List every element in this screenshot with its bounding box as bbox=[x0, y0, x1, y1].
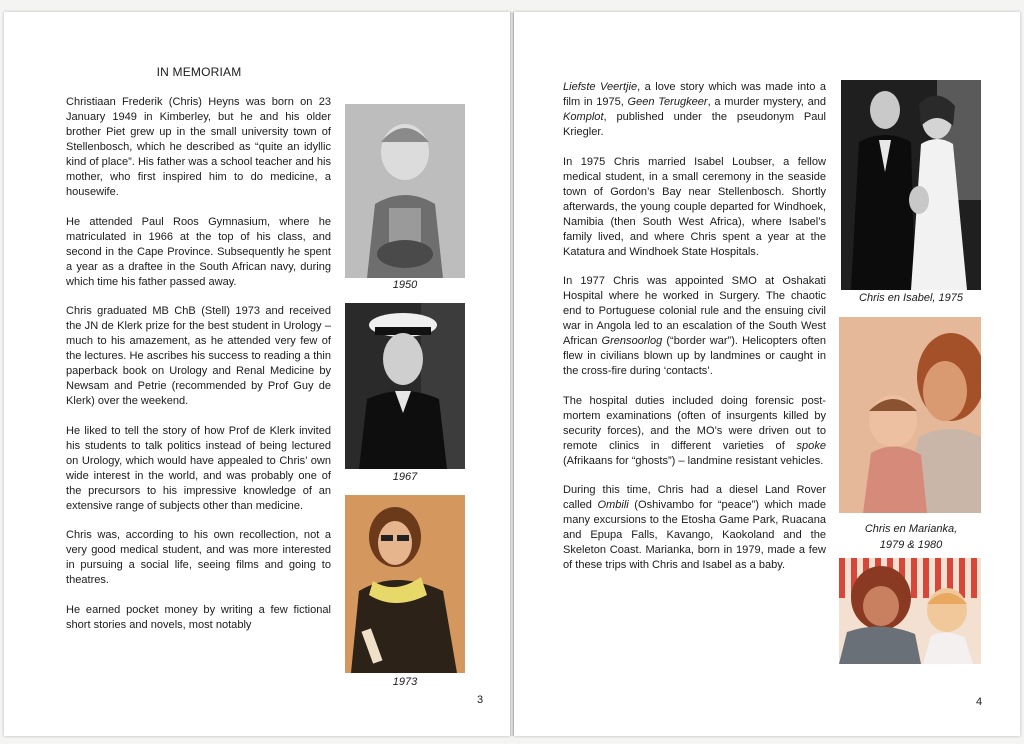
text-segment: , published under the pseudonym Paul Kriegler. bbox=[563, 111, 826, 138]
right-page bbox=[514, 12, 1020, 736]
paragraph-graduation: Chris graduated MB ChB (Stell) 1973 and received the JN de Klerk prize for the best student in Urology – much to his amazement, as he attended very few of the lectures. He ascribes his success to reading a thin paperback book on Urology and Renal Medicine by Newsam and Petrie (recommended by Prof Guy de Klerk) over the weekend. bbox=[66, 305, 331, 407]
wedding-portrait-icon bbox=[841, 80, 981, 290]
title-komplot: Komplot bbox=[563, 111, 604, 123]
paragraph-student-life: Chris was, according to his own recollection, not a very good medical student, and was more interested in pursuing a social life, seeing films and going to theatres. bbox=[66, 529, 331, 586]
right-text-column bbox=[563, 80, 826, 588]
page-heading: IN MEMORIAM bbox=[156, 65, 242, 79]
navy-portrait-icon bbox=[345, 303, 465, 469]
photo-marianka-1979 bbox=[839, 317, 981, 513]
text-segment: During this time, Chris had a diesel Land Rover called bbox=[563, 484, 826, 511]
caption-wedding: Chris en Isabel, 1975 bbox=[859, 292, 963, 304]
photo-marianka-1980 bbox=[839, 558, 981, 664]
page-number-right: 4 bbox=[976, 696, 983, 708]
graduation-portrait-icon bbox=[345, 495, 465, 673]
paragraph-pocket-money: He earned pocket money by writing a few fictional short stories and novels, most notably bbox=[66, 603, 331, 631]
term-spoke: spoke bbox=[796, 439, 826, 452]
photo-graduation-1973 bbox=[345, 495, 465, 673]
caption-1967: 1967 bbox=[392, 471, 418, 483]
text-segment: In 1977 Chris was appointed SMO at Oshakati Hospital where he worked in Surgery. The chaotic end to Portuguese colonial rule and the ensuing civil war in Angola led to an escalation of the South West African bbox=[563, 275, 826, 347]
photo-toddler-1950 bbox=[345, 104, 465, 278]
paragraph-marriage: In 1975 Chris married Isabel Loubser, a fellow medical student, in a small ceremony in the seaside town of Gordon’s Bay near Stellenbosch. Shortly afterwards, the young couple departed for Windhoek, Namibia (then South West Africa), where Isabel’s family lived, and where Chris spent a year at the Katatura and Windhoek State Hospitals. bbox=[563, 155, 826, 258]
father-baby-portrait-icon bbox=[839, 317, 981, 513]
title-geen-terugkeer: Geen Terugkeer bbox=[627, 96, 708, 108]
caption-1950: 1950 bbox=[392, 279, 418, 291]
paragraph-de-klerk: He liked to tell the story of how Prof de Klerk invited his students to talk politics instead of being lectured on Urology, which would have appealed to Chris’ own wide interest in the world, and was probably one of the precursors to his impressive knowledge of an extensive range of subjects other than medicine. bbox=[66, 424, 331, 512]
caption-1973: 1973 bbox=[392, 676, 418, 688]
photo-wedding-1975 bbox=[841, 80, 981, 290]
caption-marianka-line2: 1979 & 1980 bbox=[879, 539, 943, 551]
paragraph-birth: Christiaan Frederik (Chris) Heyns was born on 23 January 1949 in Kimberley, but he and his older brother Piet grew up in the small university town of Stellenbosch, which he described as “quite an idyllic kind of place”. His father was a school teacher and his mother, who first inspired him to do medicine, a housewife. bbox=[66, 96, 331, 198]
page-number-left: 3 bbox=[477, 694, 484, 706]
text-segment: , a love story which was made into a film in 1975, bbox=[563, 81, 826, 108]
photo-navy-1967 bbox=[345, 303, 465, 469]
father-daughter-portrait-icon bbox=[839, 558, 981, 664]
title-liefste-veertjie: Liefste Veertjie bbox=[563, 81, 638, 93]
text-segment: , a murder mystery, and bbox=[707, 96, 826, 108]
text-segment: (Oshivambo for “peace”) which made many excursions to the Etosha Game Park, Ruacana and Epupa Falls, Kavango, Kaokoland and the Skeleton Coast. Marianka, born in 1979, made a few of these trips with Chris and Isabel as a baby. bbox=[563, 499, 826, 571]
paragraph-land-rover bbox=[563, 483, 826, 573]
text-segment: The hospital duties included doing forensic post-mortem examinations (often of insurgents killed by security forces), and the MO’s were driven out to remote clinics in different varieties of bbox=[563, 394, 826, 452]
term-ombili: Ombili bbox=[597, 499, 629, 511]
paragraph-hospital-duties bbox=[563, 394, 826, 469]
paragraph-school: He attended Paul Roos Gymnasium, where he matriculated in 1966 at the top of his class, and second in the Cape Province. Subsequently he spent a year as a draftee in the South African navy, during which time his father passed away. bbox=[66, 215, 331, 288]
toddler-portrait-icon bbox=[345, 104, 465, 278]
text-segment: (Afrikaans for “ghosts”) – landmine resistant vehicles. bbox=[563, 454, 824, 467]
left-text-column bbox=[66, 95, 331, 647]
paragraph-novels bbox=[563, 80, 826, 140]
paragraph-oshakati bbox=[563, 274, 826, 379]
term-grensoorlog: Grensoorlog bbox=[601, 335, 663, 347]
left-page bbox=[4, 12, 510, 736]
text-segment: (“border war”). Helicopters often flew in civilians blown up by landmines or caught in the cross-fire during ‘contacts’. bbox=[563, 335, 827, 377]
caption-marianka-line1: Chris en Marianka, bbox=[864, 523, 958, 535]
